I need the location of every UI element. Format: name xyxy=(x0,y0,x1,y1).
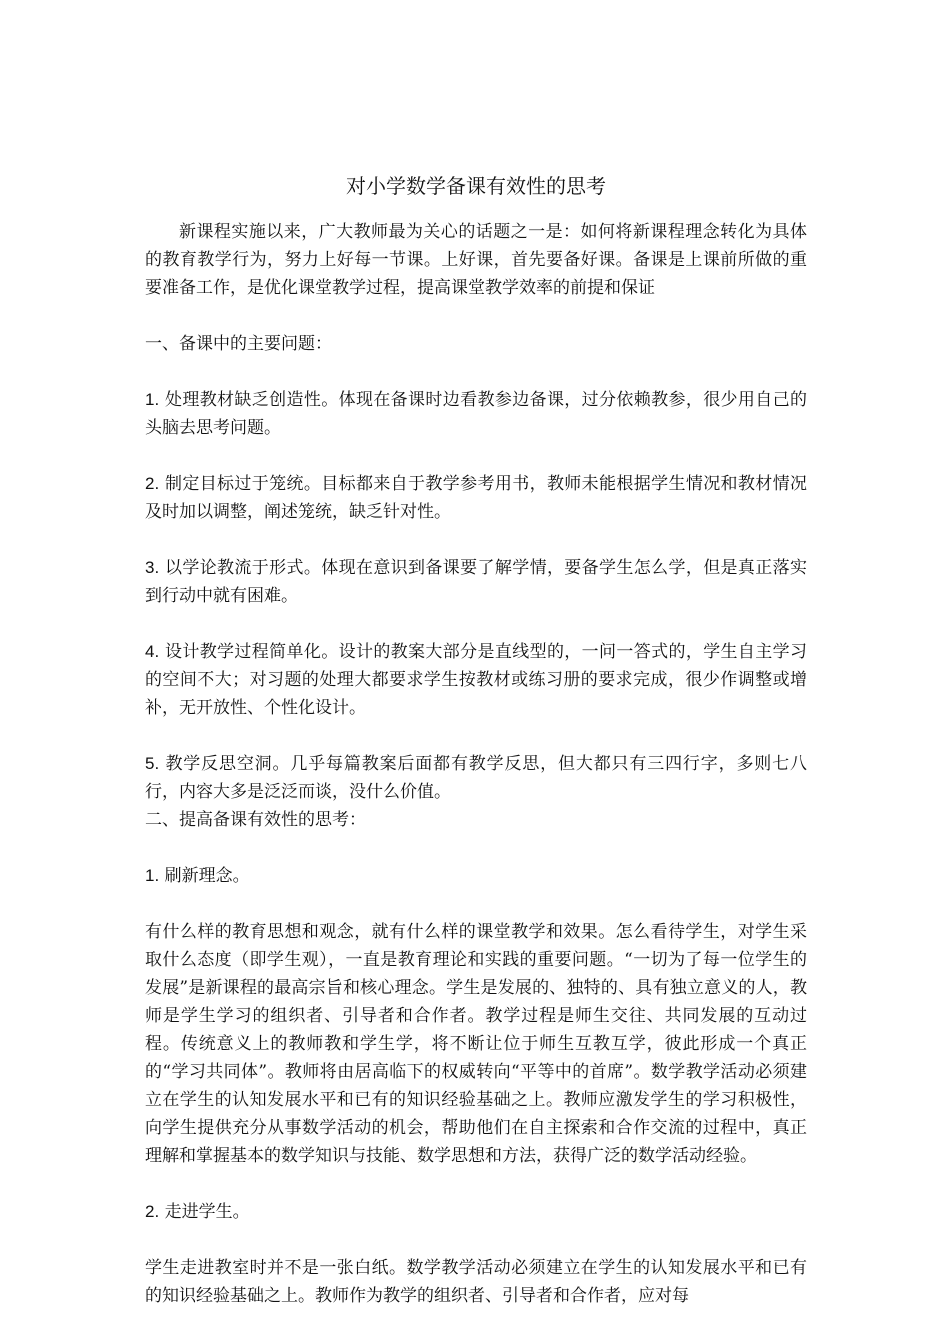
document-title: 对小学数学备课有效性的思考 xyxy=(346,174,606,198)
item-text: 教学反思空洞。几乎每篇教案后面都有教学反思，但大都只有三四行字，多则七八行，内容大多是泛泛而谈，没什么价值。 xyxy=(145,754,807,802)
item-number: 1. xyxy=(145,390,160,409)
document-page xyxy=(145,168,807,1310)
item-number: 4. xyxy=(145,642,160,661)
section2-heading: 二、提高备课有效性的思考： xyxy=(145,810,366,830)
problem-item-2 xyxy=(145,470,807,526)
subsection-1-body: 有什么样的教育思想和观念，就有什么样的课堂教学和效果。怎么看待学生，对学生采取什么态度（即学生观），一直是教育理论和实践的重要问题。“一切为了每一位学生的发展”是新课程的最高宗旨和核心理念。学生是发展的、独特的、具有独立意义的人，教师是学生学习的组织者、引导者和合作者。教学过程是师生交往、共同发展的互动过程。传统意义上的教师教和学生学，将不断让位于师生互教互学，彼此形成一个真正的“学习共同体”。教师将由居高临下的权威转向“平等中的首席”。数学教学活动必须建立在学生的认知发展水平和已有的知识经验基础之上。教师应激发学生的学习积极性，向学生提供充分从事数学活动的机会，帮助他们在自主探索和合作交流的过程中，真正理解和掌握基本的数学知识与技能、数学思想和方法，获得广泛的数学活动经验。 xyxy=(145,922,807,1166)
item-number: 2. xyxy=(145,1202,160,1221)
section1-heading: 一、备课中的主要问题： xyxy=(145,334,332,354)
item-text: 走进学生。 xyxy=(164,1202,250,1222)
item-text: 以学论教流于形式。体现在意识到备课要了解学情，要备学生怎么学，但是真正落实到行动中就有困难。 xyxy=(145,558,808,606)
subsection-1-title xyxy=(145,862,807,890)
intro-paragraph: 新课程实施以来，广大教师最为关心的话题之一是：如何将新课程理念转化为具体的教育教学行为，努力上好每一节课。上好课，首先要备好课。备课是上课前所做的重要准备工作，是优化课堂教学过程，提高课堂教学效率的前提和保证 xyxy=(145,222,807,298)
problem-item-3 xyxy=(145,554,807,610)
subsection-2-title xyxy=(145,1198,807,1226)
subsection-2-body: 学生走进教室时并不是一张白纸。数学教学活动必须建立在学生的认知发展水平和已有的知识经验基础之上。教师作为教学的组织者、引导者和合作者，应对每 xyxy=(145,1258,807,1306)
problem-item-1 xyxy=(145,386,807,442)
item-text: 设计教学过程简单化。设计的教案大部分是直线型的，一问一答式的，学生自主学习的空间不大；对习题的处理大都要求学生按教材或练习册的要求完成，很少作调整或增补，无开放性、个性化设计。 xyxy=(145,642,808,718)
item-number: 1. xyxy=(145,866,160,885)
item-number: 3. xyxy=(145,558,160,577)
item-text: 制定目标过于笼统。目标都来自于教学参考用书，教师未能根据学生情况和教材情况及时加以调整，阐述笼统，缺乏针对性。 xyxy=(145,474,808,522)
problem-item-5 xyxy=(145,750,807,806)
item-number: 2. xyxy=(145,474,160,493)
problem-item-4 xyxy=(145,638,807,722)
item-text: 刷新理念。 xyxy=(164,866,250,886)
item-text: 处理教材缺乏创造性。体现在备课时边看教参边备课，过分依赖教参，很少用自己的头脑去思考问题。 xyxy=(145,390,808,438)
item-number: 5. xyxy=(145,754,160,773)
